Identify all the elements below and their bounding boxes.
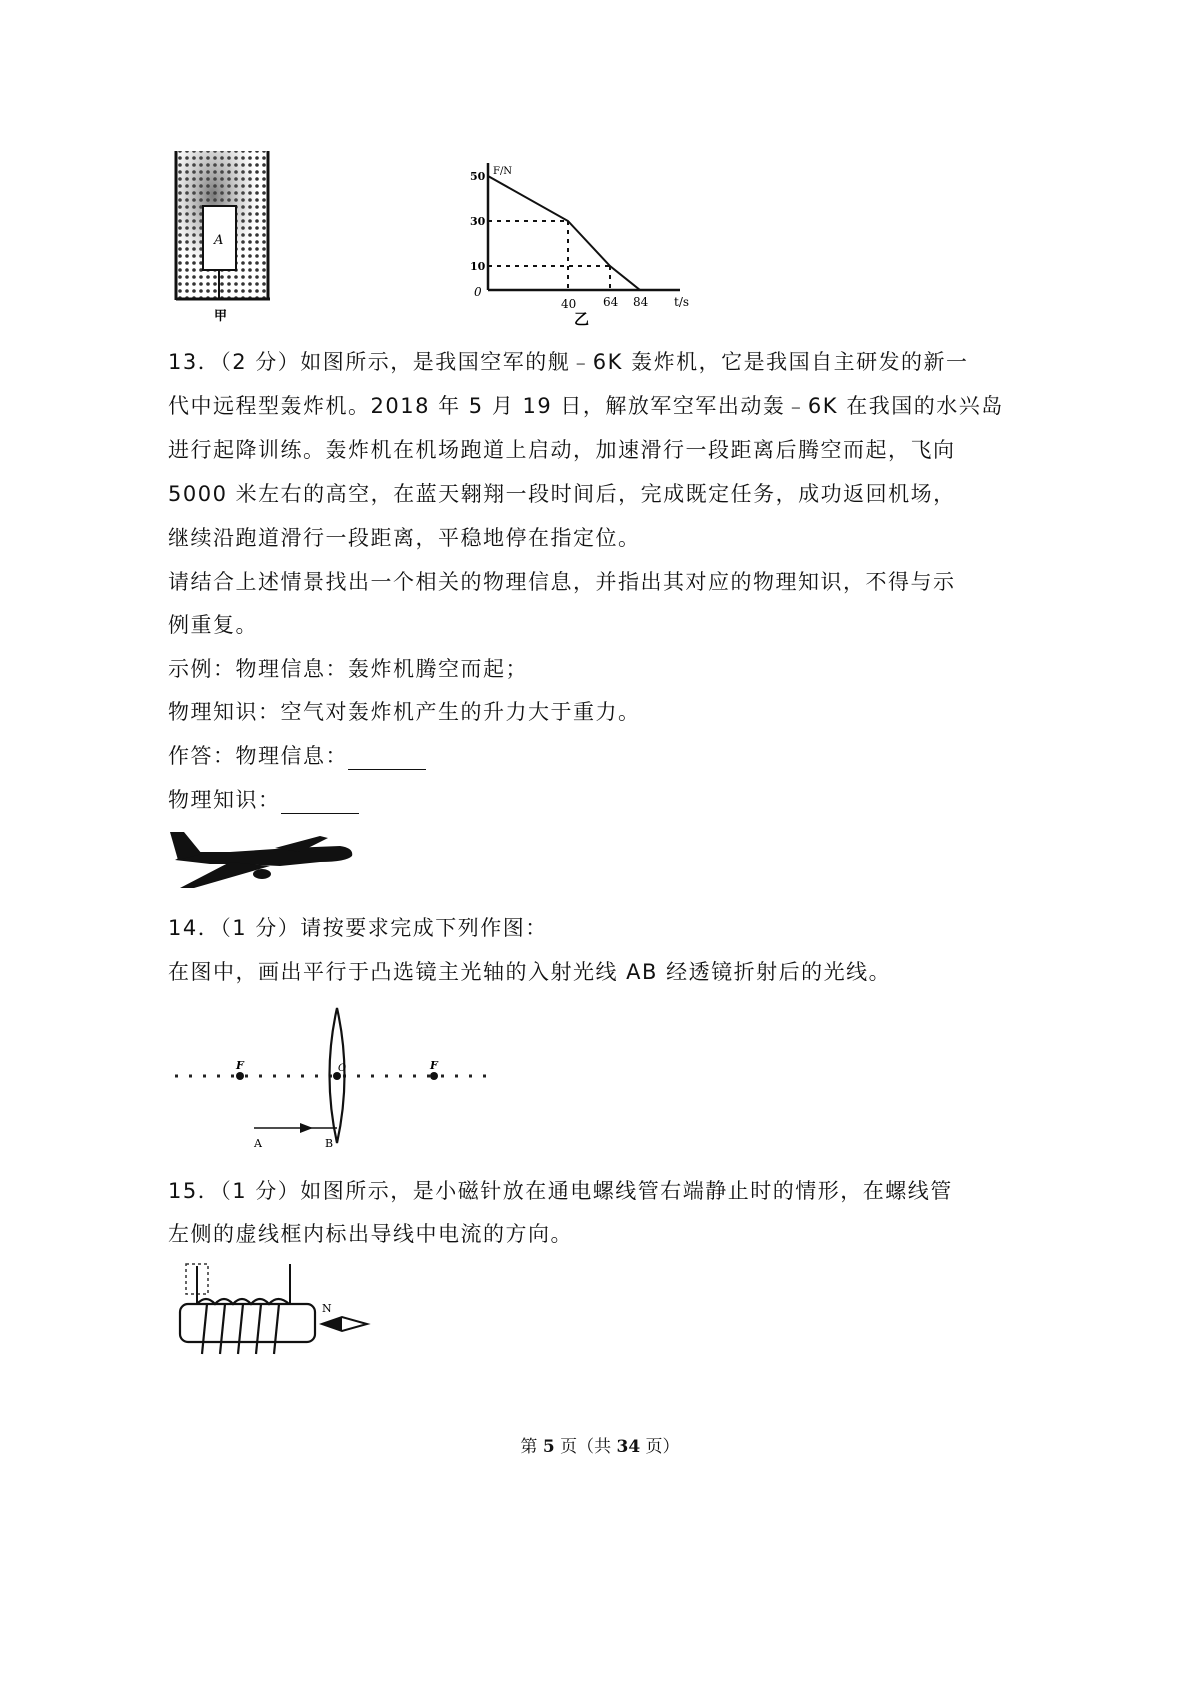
q13-line-8: 示例：物理信息：轰炸机腾空而起； bbox=[168, 657, 528, 681]
block-a-label: A bbox=[214, 233, 224, 248]
q13-line-9: 物理知识：空气对轰炸机产生的升力大于重力。 bbox=[168, 700, 641, 724]
x-tick-84: 84 bbox=[633, 295, 649, 309]
needle-n-label: N bbox=[322, 1302, 332, 1315]
q13-line-3: 进行起降训练。轰炸机在机场跑道上启动，加速滑行一段距离后腾空而起，飞向 bbox=[168, 438, 956, 462]
point-a-label: A bbox=[254, 1137, 262, 1150]
page-number: 5 bbox=[542, 1437, 555, 1457]
ray-arrow-icon bbox=[300, 1123, 313, 1133]
total-pages: 34 bbox=[616, 1437, 641, 1457]
solenoid-figure bbox=[172, 1262, 372, 1362]
q13-line-7: 例重复。 bbox=[168, 613, 258, 637]
solenoid-core bbox=[180, 1304, 315, 1342]
answer-knowledge-label: 物理知识： bbox=[168, 788, 281, 812]
page-footer bbox=[0, 1432, 1200, 1457]
figure-jia-container bbox=[170, 148, 280, 323]
q15-line-1: 15．（1 分）如图所示，是小磁针放在通电螺线管右端静止时的情形，在螺线管 bbox=[168, 1179, 953, 1203]
x-axis-label: t/s bbox=[674, 295, 690, 309]
bomber-image bbox=[170, 822, 360, 892]
q13-answer-knowledge bbox=[168, 784, 359, 814]
force-time-line bbox=[488, 176, 640, 290]
q13-line-2: 代中远程型轰炸机。2018 年 5 月 19 日，解放军空军出动轰﹣6K 在我国的水兴岛 bbox=[168, 394, 1004, 418]
q13-line-5: 继续沿跑道滑行一段距离，平稳地停在指定位。 bbox=[168, 526, 641, 550]
focal-right-label: F bbox=[430, 1059, 438, 1072]
figure-jia-caption: 甲 bbox=[214, 309, 228, 324]
answer-info-label: 作答：物理信息： bbox=[168, 744, 348, 768]
q14-line-1: 14．（1 分）请按要求完成下列作图： bbox=[168, 916, 548, 940]
figure-yi-caption: 乙 bbox=[574, 310, 590, 328]
q13-answer-info bbox=[168, 740, 426, 770]
q14-line-2: 在图中，画出平行于凸选镜主光轴的入射光线 AB 经透镜折射后的光线。 bbox=[168, 960, 892, 984]
answer-knowledge-blank[interactable] bbox=[281, 793, 359, 814]
figure-yi-graph bbox=[470, 158, 710, 328]
x-tick-40: 40 bbox=[561, 297, 577, 311]
optical-center-label: O bbox=[338, 1063, 347, 1074]
y-tick-50: 50 bbox=[470, 170, 486, 183]
y-tick-30: 30 bbox=[470, 215, 486, 228]
focal-left-label: F bbox=[236, 1059, 244, 1072]
point-b-label: B bbox=[325, 1137, 334, 1150]
footer-prefix: 第 bbox=[520, 1437, 543, 1457]
footer-suffix: 页） bbox=[640, 1437, 680, 1457]
y-tick-10: 10 bbox=[470, 260, 486, 273]
y-axis-label: F/N bbox=[493, 166, 513, 177]
lens-figure bbox=[170, 1005, 500, 1155]
origin-label: 0 bbox=[474, 285, 482, 299]
footer-middle: 页（共 bbox=[554, 1437, 617, 1457]
x-tick-64: 64 bbox=[603, 295, 619, 309]
answer-info-blank[interactable] bbox=[348, 749, 426, 770]
q13-line-6: 请结合上述情景找出一个相关的物理信息，并指出其对应的物理知识，不得与示 bbox=[168, 570, 956, 594]
q13-line-4: 5000 米左右的高空，在蓝天翱翔一段时间后，完成既定任务，成功返回机场， bbox=[168, 482, 956, 506]
q15-line-2: 左侧的虚线框内标出导线中电流的方向。 bbox=[168, 1222, 573, 1246]
q13-line-1: 13．（2 分）如图所示，是我国空军的舰﹣6K 轰炸机，它是我国自主研发的新一 bbox=[168, 350, 969, 374]
